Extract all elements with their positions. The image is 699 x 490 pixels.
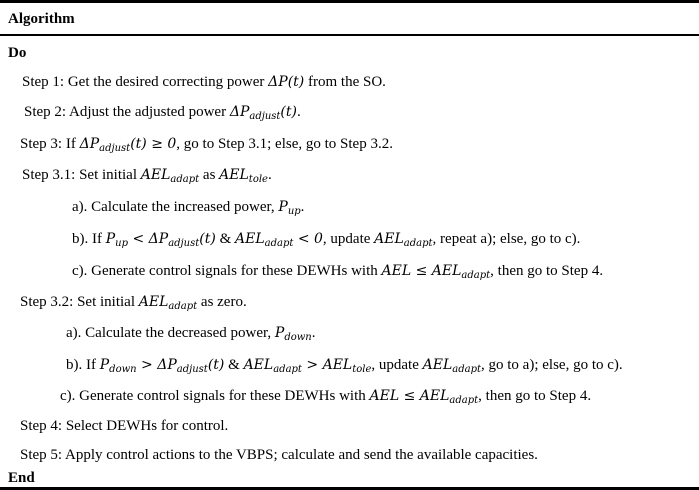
algorithm-title: Algorithm bbox=[8, 11, 75, 27]
step-3-1-b-line: b). If $P_{up} < \Delta P_{adjust}(t)$ & $AEL_{adapt} < 0$, update $AEL_{adapt}$, repeat a); else, go to c). bbox=[72, 231, 581, 249]
end-keyword: End bbox=[8, 470, 35, 486]
step-4-line: Step 4: Select DEWHs for control. bbox=[20, 418, 229, 434]
substep-label: a) bbox=[66, 325, 78, 341]
step-label: Step 3 bbox=[20, 136, 58, 152]
math-delta-p: ΔP(t) bbox=[268, 74, 305, 90]
step-label: Step 3.2 bbox=[20, 294, 70, 310]
step-label: Step 4 bbox=[20, 418, 58, 434]
substep-label: b) bbox=[72, 231, 85, 247]
step-label: Step 3.1 bbox=[22, 167, 72, 183]
step-label: Step 2 bbox=[24, 104, 62, 120]
step-5-line: Step 5: Apply control actions to the VBPS; calculate and send the available capacities. bbox=[20, 447, 538, 463]
step-label: Step 5 bbox=[20, 447, 58, 463]
header-rule bbox=[0, 34, 699, 36]
step-3-2-c-line: c). Generate control signals for these DEWHs with AEL ≤ $AEL_{adapt}$, then go to Step 4. bbox=[60, 388, 592, 406]
step-3-1-c-line: c). Generate control signals for these DEWHs with AEL ≤ $AEL_{adapt}$, then go to Step 4. bbox=[72, 263, 604, 281]
math-ael-adapt: $AEL_{adapt}$ bbox=[140, 167, 200, 185]
top-rule bbox=[0, 0, 699, 3]
step-3-line: Step 3: If $\Delta P_{adjust}(t) \ge 0$, go to Step 3.1; else, go to Step 3.2. bbox=[20, 136, 393, 154]
step-3-1-a-line: a). Calculate the increased power, $P_{up}$. bbox=[72, 199, 305, 217]
step-2-line: Step 2: Adjust the adjusted power $\Delta P_{adjust}(t)$. bbox=[24, 104, 301, 122]
substep-label: b) bbox=[66, 357, 79, 373]
math-delta-p-adjust: $\Delta P_{adjust}(t)$ bbox=[229, 104, 297, 122]
math-p-up: $P_{up}$ bbox=[278, 199, 301, 217]
step-3-2-b-line: b). If $P_{down} > \Delta P_{adjust}(t)$ & $AEL_{adapt} > AEL_{tole}$, update $AEL_{adapt}$, go to a); else, go to c). bbox=[66, 357, 623, 375]
substep-label: a) bbox=[72, 199, 84, 215]
math-ael-adapt: $AEL_{adapt}$ bbox=[138, 294, 198, 312]
substep-label: c) bbox=[72, 263, 84, 279]
substep-label: c) bbox=[60, 388, 72, 404]
math-condition: $\Delta P_{adjust}(t) \ge 0$ bbox=[79, 136, 177, 154]
step-1-line: Step 1: Get the desired correcting power ΔP(t) from the SO. bbox=[22, 74, 386, 90]
step-3-1-line: Step 3.1: Set initial $AEL_{adapt}$ as $AEL_{tole}$. bbox=[22, 167, 272, 185]
step-3-2-line: Step 3.2: Set initial $AEL_{adapt}$ as zero. bbox=[20, 294, 247, 312]
math-p-down: $P_{down}$ bbox=[274, 325, 312, 343]
math-ael-tole: $AEL_{tole}$ bbox=[219, 167, 268, 185]
do-keyword: Do bbox=[8, 45, 27, 61]
step-3-2-a-line: a). Calculate the decreased power, $P_{down}$. bbox=[66, 325, 316, 343]
step-label: Step 1 bbox=[22, 74, 60, 90]
